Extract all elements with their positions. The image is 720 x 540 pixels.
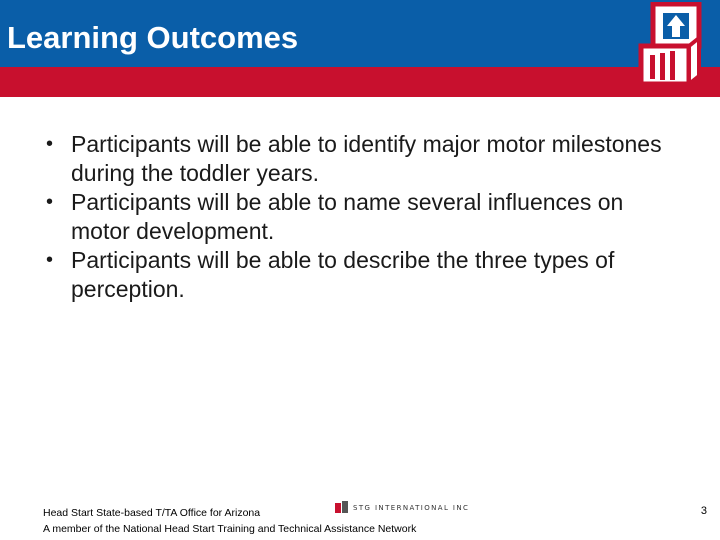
bullet-text: Participants will be able to identify major motor milestones during the toddler years. xyxy=(71,131,662,186)
bullet-glyph: • xyxy=(46,249,54,271)
head-start-blocks-icon xyxy=(636,2,702,88)
bullet-glyph: • xyxy=(46,133,54,155)
page-number: 3 xyxy=(700,505,707,517)
bullet-item xyxy=(46,188,676,246)
bullet-list xyxy=(46,130,676,304)
bullet-item xyxy=(46,130,676,188)
header-red-band xyxy=(0,67,720,97)
stg-logo-icon xyxy=(335,501,349,515)
partner-logo xyxy=(335,500,469,516)
footer-line-2: A member of the National Head Start Training and Technical Assistance Network xyxy=(43,523,417,535)
bullet-text: Participants will be able to describe the three types of perception. xyxy=(71,247,615,302)
footer-line-1: Head Start State-based T/TA Office for Arizona xyxy=(43,507,261,519)
partner-name: STG INTERNATIONAL INC xyxy=(353,504,470,512)
bullet-item xyxy=(46,246,676,304)
bullet-text: Participants will be able to name several influences on motor development. xyxy=(71,189,624,244)
bullet-glyph: • xyxy=(46,191,54,213)
slide-title: Learning Outcomes xyxy=(7,20,299,55)
